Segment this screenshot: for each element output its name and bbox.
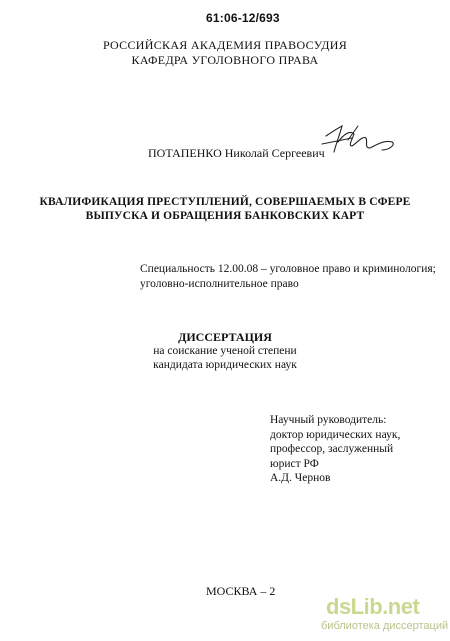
document-type-heading: ДИССЕРТАЦИЯ — [178, 330, 272, 344]
author-name: ПОТАПЕНКО Николай Сергеевич — [148, 146, 325, 160]
supervisor-label: Научный руководитель: — [270, 414, 387, 426]
degree-line-2: кандидата юридических наук — [153, 359, 297, 371]
title-line-2: ВЫПУСКА И ОБРАЩЕНИЯ БАНКОВСКИХ КАРТ — [85, 210, 365, 222]
supervisor-title: профессор, заслуженный — [270, 443, 394, 455]
supervisor-name: А.Д. Чернов — [270, 472, 331, 484]
watermark-logo: dsLib.net — [326, 594, 420, 619]
supervisor-title-cont: юрист РФ — [270, 457, 319, 470]
academy-name: РОССИЙСКАЯ АКАДЕМИЯ ПРАВОСУДИЯ — [102, 38, 348, 52]
handwritten-signature — [318, 122, 400, 156]
dissertation-title — [0, 195, 450, 223]
degree-line-1: на соискание ученой степени — [153, 345, 297, 357]
specialty-line-1: Специальность 12.00.08 – уголовное право и криминология; — [140, 263, 436, 275]
specialty — [140, 262, 436, 292]
document-code: 61:06-12/693 — [206, 11, 280, 25]
watermark-subtitle: библиотека диссертаций — [321, 620, 449, 632]
academy-header — [0, 38, 450, 68]
specialty-line-2: уголовно-исполнительное право — [140, 278, 299, 290]
department-name: КАФЕДРА УГОЛОВНОГО ПРАВА — [131, 53, 319, 67]
degree-block — [0, 330, 450, 372]
supervisor-degree: доктор юридических наук, — [270, 428, 401, 441]
city-year: МОСКВА – 2 — [206, 584, 276, 598]
title-line-1: КВАЛИФИКАЦИЯ ПРЕСТУПЛЕНИЙ, СОВЕРШАЕМЫХ В СФЕРЕ — [39, 196, 411, 208]
supervisor-block — [270, 413, 400, 486]
